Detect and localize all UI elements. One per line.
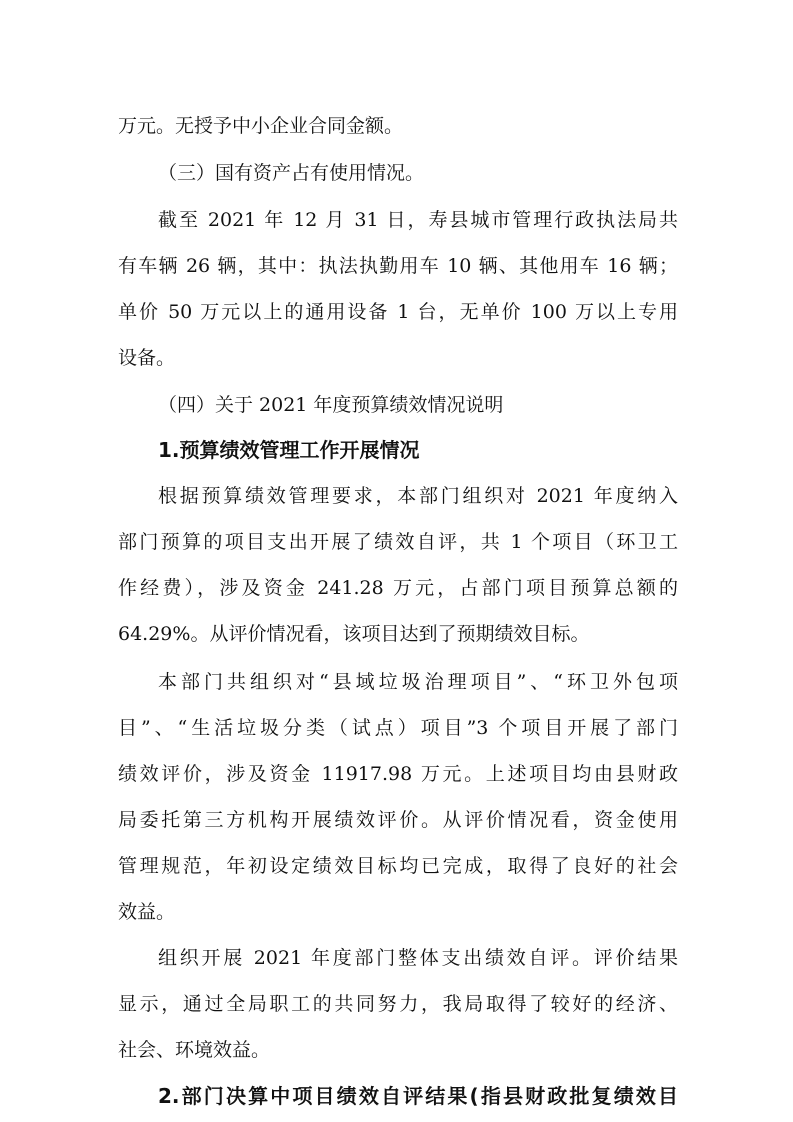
paragraph-line: 设备。: [118, 347, 176, 369]
paragraph-line: 单价 50 万元以上的通用设备 1 台，无单价 100 万以上专用: [118, 301, 678, 323]
paragraph-line: 有车辆 26 辆，其中：执法执勤用车 10 辆、其他用车 16 辆；: [118, 255, 678, 277]
paragraph-line: 显示，通过全局职工的共同努力，我局取得了较好的经济、: [118, 993, 678, 1015]
paragraph-line: 效益。: [118, 901, 176, 923]
paragraph-line: 万元。无授予中小企业合同金额。: [118, 115, 404, 137]
paragraph-line: 部门预算的项目支出开展了绩效自评，共 1 个项目（环卫工: [118, 531, 678, 553]
paragraph-line: 管理规范，年初设定绩效目标均已完成，取得了良好的社会: [118, 855, 678, 877]
section-heading: （三）国有资产占有使用情况。: [158, 162, 425, 184]
subsection-heading: 1.预算绩效管理工作开展情况: [158, 438, 420, 462]
paragraph-line: 目”、“生活垃圾分类（试点）项目”3 个项目开展了部门: [118, 717, 678, 739]
paragraph-line: 局委托第三方机构开展绩效评价。从评价情况看，资金使用: [118, 809, 678, 831]
paragraph-line: 根据预算绩效管理要求，本部门组织对 2021 年度纳入: [158, 485, 678, 507]
paragraph-line: 绩效评价，涉及资金 11917.98 万元。上述项目均由县财政: [118, 763, 678, 785]
paragraph-line: 社会、环境效益。: [118, 1039, 271, 1061]
paragraph-line: 组织开展 2021 年度部门整体支出绩效自评。评价结果: [158, 947, 678, 969]
paragraph-line: 64.29%。从评价情况看，该项目达到了预期绩效目标。: [118, 623, 590, 645]
paragraph-line: 作经费），涉及资金 241.28 万元，占部门项目预算总额的: [118, 577, 678, 599]
subsection-heading: 2.部门决算中项目绩效自评结果(指县财政批复绩效目: [158, 1084, 678, 1108]
section-heading: （四）关于 2021 年度预算绩效情况说明: [158, 394, 504, 416]
paragraph-line: 截至 2021 年 12 月 31 日，寿县城市管理行政执法局共: [158, 209, 678, 231]
paragraph-line: 本部门共组织对“县域垃圾治理项目”、“环卫外包项: [158, 671, 678, 693]
